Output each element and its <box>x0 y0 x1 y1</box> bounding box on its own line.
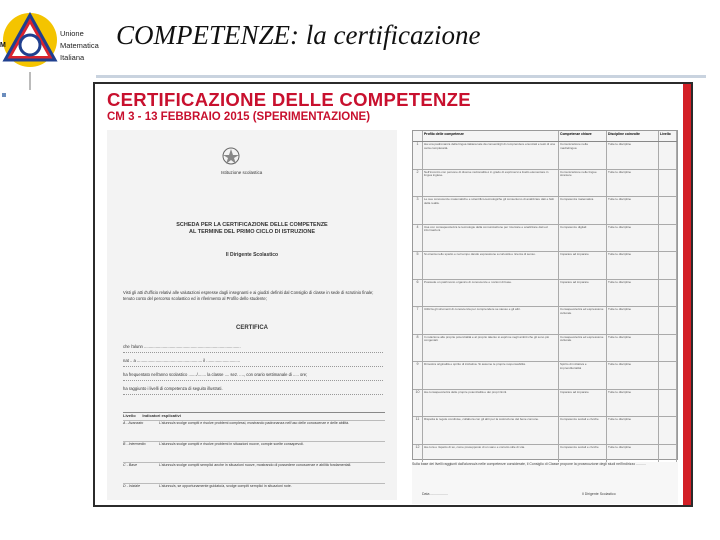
bullet-marker <box>2 93 6 97</box>
table-cell <box>659 280 677 307</box>
logo-mark: M <box>0 42 6 49</box>
table-cell <box>659 417 677 444</box>
table-cell: Imparare ad imparare <box>559 280 607 307</box>
form-line: nat .. a ........................................................ il ............................. <box>123 354 383 367</box>
table-cell <box>659 362 677 389</box>
level-row <box>123 441 385 462</box>
table-cell: 7 <box>413 307 423 334</box>
table-cell: 10 <box>413 390 423 417</box>
table-cell: 11 <box>413 417 423 444</box>
table-header-cell: Livello <box>659 131 677 141</box>
table-row <box>413 280 677 308</box>
table-row <box>413 142 677 170</box>
table-cell <box>659 390 677 417</box>
republic-emblem-icon <box>221 146 241 166</box>
table-row <box>413 390 677 418</box>
table-cell: Usa con consapevolezza le tecnologie della comunicazione per ricercare e analizzare dati ed informazioni. <box>423 225 559 252</box>
level-desc: L'alunno/a svolge compiti semplici anche in situazioni nuove, mostrando di possedere conoscenze e abilità fondamentali. <box>159 463 352 467</box>
table-row <box>413 335 677 363</box>
footer-date: Data .................. <box>422 492 448 496</box>
table-cell <box>659 197 677 224</box>
certification-form-scan <box>107 130 397 500</box>
table-cell <box>659 142 677 169</box>
table-cell: Tutte le discipline <box>607 170 659 197</box>
table-header <box>413 131 677 142</box>
table-row <box>413 225 677 253</box>
form-scheda-line-2: AL TERMINE DEL PRIMO CICLO DI ISTRUZIONE <box>189 229 315 235</box>
table-cell <box>659 252 677 279</box>
table-cell: Competenze sociali e civiche <box>559 445 607 472</box>
competence-profile-table <box>412 130 678 460</box>
table-cell: Comunicazione nella madrelingua <box>559 142 607 169</box>
table-row <box>413 307 677 335</box>
form-fill-lines <box>123 340 383 396</box>
level-row <box>123 420 385 441</box>
table-cell: Tutte le discipline <box>607 362 659 389</box>
table-cell: Competenza matematica <box>559 197 607 224</box>
footer-note: Sulla base dei livelli raggiunti dall'alunno/a nelle competenze considerate, il Consiglio di Classe propone la prosecuzione degli studi nell'indirizzo .......... <box>412 462 646 466</box>
document-red-strip <box>683 84 691 505</box>
table-cell: 12 <box>413 445 423 472</box>
table-cell: Tutte le discipline <box>607 142 659 169</box>
table-row <box>413 417 677 445</box>
table-cell: Tutte le discipline <box>607 417 659 444</box>
table-cell <box>659 335 677 362</box>
form-scheda-title <box>137 222 367 236</box>
table-cell: 2 <box>413 170 423 197</box>
level-key: B - Intermedio <box>123 442 146 446</box>
document-footer <box>412 462 678 504</box>
logo-line-3: Italiana <box>60 53 85 62</box>
form-certifica: CERTIFICA <box>236 325 268 331</box>
umi-triangle-logo-icon <box>0 0 60 92</box>
level-desc: L'alunno/a, se opportunamente guidato/a, svolge compiti semplici in situazioni note. <box>159 484 292 488</box>
table-cell: Tutte le discipline <box>607 197 659 224</box>
table-cell: 8 <box>413 335 423 362</box>
table-cell: Tutte le discipline <box>607 252 659 279</box>
table-cell: Nell'incontro con persone di diverse nazionalità è in grado di esprimersi a livello elementare in lingua inglese. <box>423 170 559 197</box>
footer-signature: Il Dirigente Scolastico <box>582 492 616 496</box>
logo-wordmark <box>60 28 99 64</box>
table-cell: Ha una padronanza della lingua italiana tale da consentirgli di comprendere enunciati e testi di una certa complessità. <box>423 142 559 169</box>
level-key: A - Avanzato <box>123 421 144 425</box>
table-cell: Tutte le discipline <box>607 280 659 307</box>
table-cell: Tutte le discipline <box>607 307 659 334</box>
table-header-cell <box>413 131 423 141</box>
table-cell: Rispetta le regole condivise, collabora con gli altri per la costruzione del bene comune. <box>423 417 559 444</box>
table-cell <box>659 225 677 252</box>
table-cell: In relazione alle proprie potenzialità e al proprio talento si esprime negli ambiti che gli sono più congeniali. <box>423 335 559 362</box>
table-cell: Possiede un patrimonio organico di conoscenze e nozioni di base. <box>423 280 559 307</box>
levels-header <box>123 413 385 420</box>
form-line: che l'alunn ................................................................................... <box>123 340 383 353</box>
table-body <box>413 142 677 472</box>
table-row <box>413 170 677 198</box>
level-row <box>123 483 385 504</box>
level-key: D - Iniziale <box>123 484 140 488</box>
level-desc: L'alunno/a svolge compiti e risolve problemi complessi, mostrando padronanza nell'uso delle conoscenze e delle abilità. <box>159 421 350 425</box>
table-cell: Utilizza gli strumenti di conoscenza per comprendere se stesso e gli altri. <box>423 307 559 334</box>
logo-line-1: Unione <box>60 29 84 38</box>
logo-line-2: Matematica <box>60 41 99 50</box>
slide-title: COMPETENZE: la certificazione <box>116 20 481 50</box>
table-header-cell: Profilo delle competenze <box>423 131 559 141</box>
table-cell: Imparare ad imparare <box>559 390 607 417</box>
form-line: ha raggiunto i livelli di competenza di seguito illustrati. <box>123 382 383 395</box>
table-row <box>413 362 677 390</box>
table-header-cell: Discipline coinvolte <box>607 131 659 141</box>
certification-document-image <box>93 82 693 507</box>
level-desc: L'alunno/a svolge compiti e risolve problemi in situazioni nuove, compie scelte consapevoli. <box>159 442 304 446</box>
table-cell: Tutte le discipline <box>607 335 659 362</box>
form-school-label: Istituzione scolastica <box>221 170 263 175</box>
table-cell: Le sue conoscenze matematiche e scientifico-tecnologiche gli consentono di analizzare dati e fatti della realtà. <box>423 197 559 224</box>
table-cell: 9 <box>413 362 423 389</box>
table-cell <box>659 307 677 334</box>
table-cell: 4 <box>413 225 423 252</box>
level-key: C - Base <box>123 463 137 467</box>
table-cell: Consapevolezza ed espressione culturale <box>559 307 607 334</box>
table-cell: Tutte le discipline <box>607 225 659 252</box>
table-cell: 6 <box>413 280 423 307</box>
form-paragraph: Visti gli atti d'ufficio relativi alle valutazioni espresse dagli insegnanti e ai giudizi definiti dal Consiglio di classe in sede di scrutinio finale; tenuto conto del percorso scolastico ed in riferimento al Profilo dello studente; <box>123 290 374 301</box>
table-cell: Tutte le discipline <box>607 445 659 472</box>
table-cell: Imparare ad imparare <box>559 252 607 279</box>
table-cell <box>659 170 677 197</box>
table-cell: Competenze digitali <box>559 225 607 252</box>
table-cell: Si orienta nello spazio e nel tempo dando espressione a curiosità e ricerca di senso. <box>423 252 559 279</box>
levels-legend <box>123 412 385 504</box>
table-row <box>413 197 677 225</box>
table-cell: Comunicazione nelle lingue straniere <box>559 170 607 197</box>
table-cell: Tutte le discipline <box>607 390 659 417</box>
document-subheading: CM 3 - 13 FEBBRAIO 2015 (SPERIMENTAZIONE) <box>107 111 371 123</box>
title-underline <box>96 75 706 78</box>
table-cell: Spirito di iniziativa e imprenditorialità <box>559 362 607 389</box>
table-cell: Dimostra originalità e spirito di iniziativa. Si assume le proprie responsabilità. <box>423 362 559 389</box>
form-line: ha frequentato nell'anno scolastico ......./....... la classe .... sez. ...., con orario settimanale di ..... ore; <box>123 368 383 381</box>
document-heading: CERTIFICAZIONE DELLE COMPETENZE <box>107 89 471 110</box>
table-cell: Consapevolezza ed espressione culturale <box>559 335 607 362</box>
table-header-cell: Competenze chiave <box>559 131 607 141</box>
level-row <box>123 462 385 483</box>
form-scheda-line-1: SCHEDA PER LA CERTIFICAZIONE DELLE COMPETENZE <box>176 222 328 228</box>
table-cell: Ha cura e rispetto di sé, come presupposto di un sano e corretto stile di vita. <box>423 445 559 472</box>
table-cell: 5 <box>413 252 423 279</box>
levels-header-col-2: Indicatori esplicativi <box>142 413 181 418</box>
table-row <box>413 252 677 280</box>
levels-header-col-1: Livello <box>123 413 136 418</box>
table-cell: 3 <box>413 197 423 224</box>
form-dirigente: Il Dirigente Scolastico <box>225 252 279 258</box>
table-cell: 1 <box>413 142 423 169</box>
table-cell: Ha consapevolezza delle proprie potenzialità e dei propri limiti. <box>423 390 559 417</box>
table-cell: Competenze sociali e civiche <box>559 417 607 444</box>
